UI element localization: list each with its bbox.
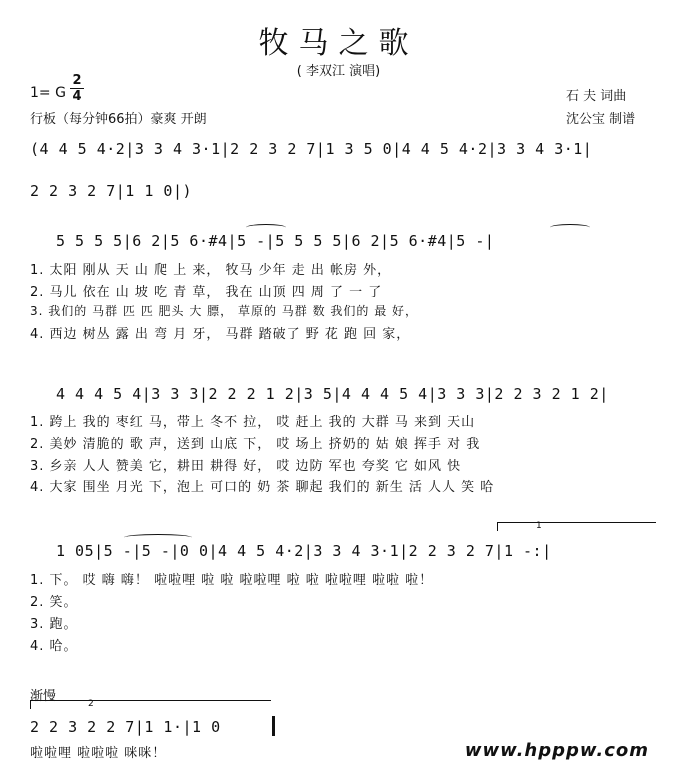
volta-number: 2 xyxy=(88,699,94,709)
volta-bracket xyxy=(497,522,656,531)
lyric-line: 1. 跨上 我的 枣红 马，带上 冬不 拉， 哎 赶上 我的 大群 马 来到 天山 xyxy=(30,415,476,430)
lyricist-composer-credit: 石 夫 词曲 xyxy=(566,89,627,104)
notation-line: 4 4 4 5 4|3 3 3|2 2 2 1 2|3 5|4 4 4 5 4|3 3 3|2 2 3 2 1 2| xyxy=(56,385,609,403)
site-watermark: www.hpppw.com xyxy=(464,740,649,761)
tempo-marking: 行板（每分钟66拍）豪爽 开朗 xyxy=(30,112,207,127)
tempo-change-marking: 渐慢 xyxy=(30,689,57,704)
performer-credit: ( 李双江 演唱) xyxy=(296,64,381,79)
notation-line: 5 5 5 5|6 2|5 6·#4|5 -|5 5 5 5|6 2|5 6·#4|5 -| xyxy=(56,232,495,250)
song-title: 牧马之歌 xyxy=(258,26,419,61)
notation-line: 1 05|5 -|5 -|0 0|4 4 5 4·2|3 3 4 3·1|2 2 3 2 7|1 -:| xyxy=(56,542,552,560)
notation-line: 2 2 3 2 7|1 1 0|) xyxy=(30,182,193,200)
lyric-line: 4. 哈。 xyxy=(30,639,78,654)
arranger-credit: 沈公宝 制谱 xyxy=(566,112,636,127)
lyric-line: 2. 马儿 依在 山 坡 吃 青 草， 我在 山顶 四 周 了 一 了 xyxy=(30,285,383,300)
lyric-line: 4. 大家 围坐 月光 下，泡上 可口的 奶 茶 聊起 我们的 新生 活 人人 笑 哈 xyxy=(30,480,495,495)
notation-line: (4 4 5 4·2|3 3 4 3·1|2 2 3 2 7|1 3 5 0|4 4 5 4·2|3 3 4 3·1| xyxy=(30,140,593,158)
tie-mark xyxy=(124,534,192,541)
final-barline xyxy=(272,716,275,736)
time-signature-bottom: 4 xyxy=(72,89,82,104)
lyric-line: 3. 乡亲 人人 赞美 它，耕田 耕得 好， 哎 边防 军也 夸奖 它 如风 快 xyxy=(30,459,462,474)
lyric-line: 1. 下。 哎 嗨 嗨！ 啦啦哩 啦 啦 啦啦哩 啦 啦 啦啦哩 啦啦 啦！ xyxy=(30,573,434,588)
lyric-line: 2. 笑。 xyxy=(30,595,78,610)
lyric-line: 1. 太阳 刚从 天 山 爬 上 来， 牧马 少年 走 出 帐房 外， xyxy=(30,263,392,278)
tie-mark xyxy=(550,224,590,231)
volta-number: 1 xyxy=(536,521,542,531)
lyric-line: 4. 西边 树丛 露 出 弯 月 牙， 马群 踏破了 野 花 跑 回 家， xyxy=(30,327,411,342)
tie-mark xyxy=(246,224,286,231)
notation-line: 2 2 3 2 2 7|1 1·|1 0 xyxy=(30,718,221,736)
lyric-line: 啦啦哩 啦啦啦 咪咪！ xyxy=(30,746,167,761)
lyric-line: 2. 美妙 清脆的 歌 声，送到 山底 下， 哎 场上 挤奶的 姑 娘 挥手 对 我 xyxy=(30,437,481,452)
time-signature-top: 2 xyxy=(72,73,82,88)
volta-bracket xyxy=(30,700,271,709)
lyric-line: 3. 我们的 马群 匹 匹 肥头 大 膘， 草原的 马群 数 我们的 最 好， xyxy=(30,304,419,318)
lyric-line: 3. 跑。 xyxy=(30,617,78,632)
time-signature xyxy=(70,74,84,103)
key-signature: 1= G xyxy=(30,85,66,101)
